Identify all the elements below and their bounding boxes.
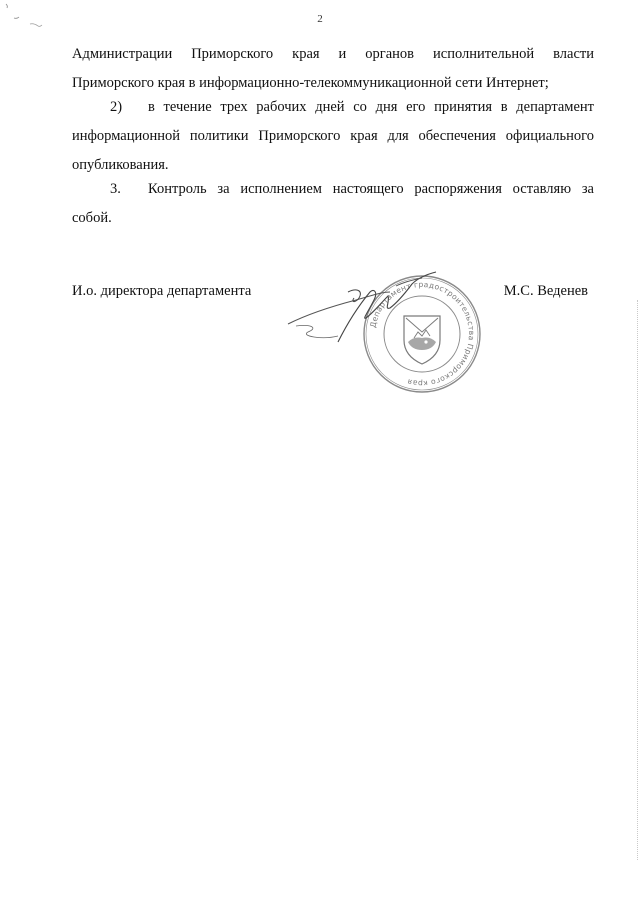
paragraph-2-number: 2) (110, 99, 123, 115)
paragraph-3-line-1 (72, 175, 594, 204)
paragraph-3-line-1-text: Контроль за исполнением настоящего распоряжения оставляю за (148, 181, 594, 197)
seal-ring-text: Департамент градостроительства Приморского края (368, 279, 477, 389)
paragraph-1-line-1: Администрации Приморского края и органов исполнительной власти (72, 46, 594, 62)
paragraph-2-line-1-text: в течение трех рабочих дней со дня его принятия в департамент (148, 99, 594, 115)
paragraph-2 (72, 93, 594, 180)
paragraph-2-line-1 (72, 93, 594, 122)
paragraph-3-line-2: собой. (72, 210, 112, 226)
paragraph-1 (72, 40, 594, 98)
page-number: 2 (317, 13, 323, 25)
scan-edge-line (636, 300, 638, 860)
paragraph-2-line-2: информационной политики Приморского края для обеспечения официального (72, 128, 594, 144)
paragraph-3-number: 3. (110, 181, 121, 197)
paragraph-3 (72, 175, 594, 233)
scan-artifact-marks (0, 0, 60, 40)
handwritten-signature (278, 262, 448, 362)
paragraph-1-line-2: Приморского края в информационно-телекоммуникационной сети Интернет; (72, 75, 549, 91)
signatory-title: И.о. директора департамента (72, 283, 252, 299)
signatory-name: М.С. Веденев (503, 283, 588, 299)
paragraph-2-line-3: опубликования. (72, 157, 169, 173)
